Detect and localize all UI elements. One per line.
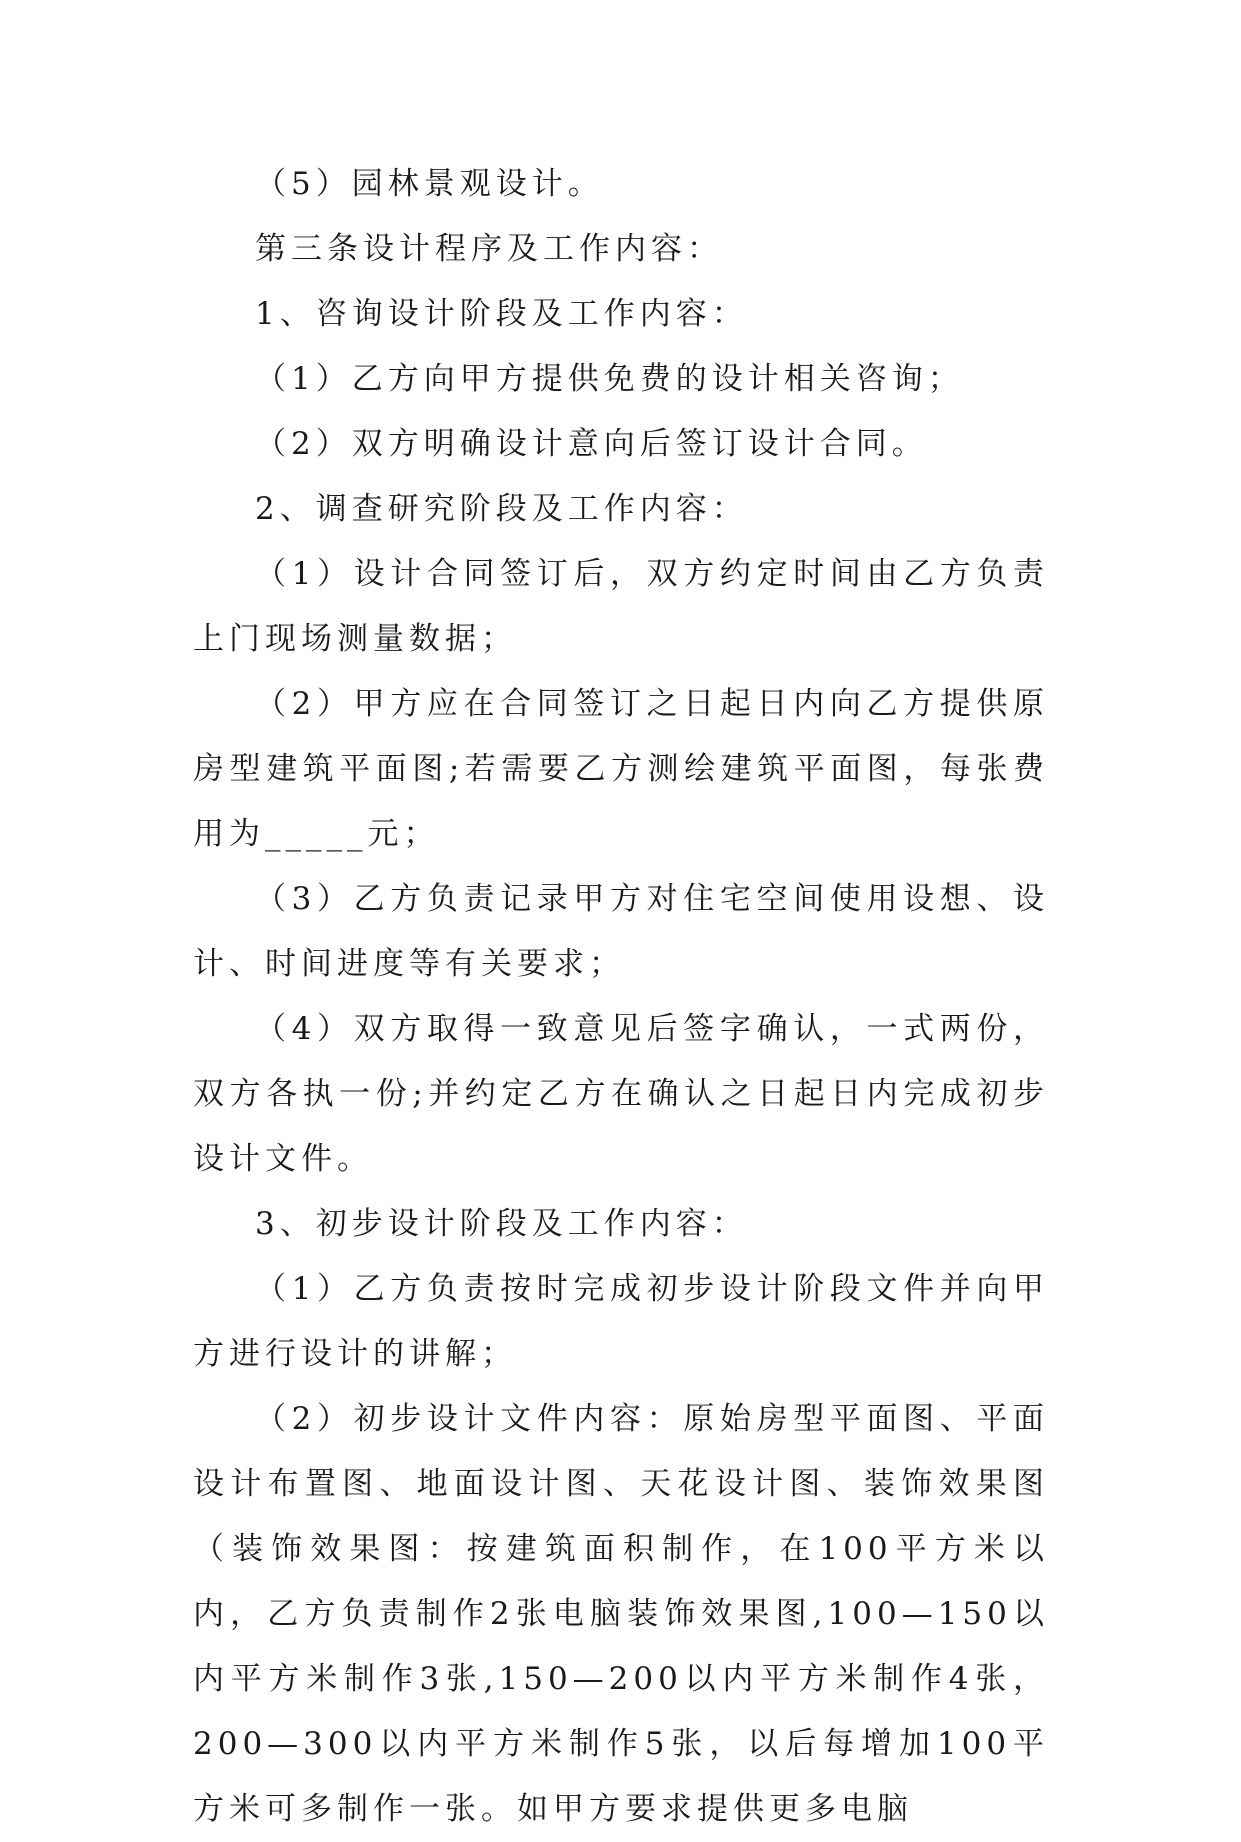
document-body xyxy=(193,152,1049,1842)
paragraph: （4）双方取得一致意见后签字确认，一式两份，双方各执一份;并约定乙方在确认之日起日内完成初步设计文件。 xyxy=(193,1011,1049,1177)
paragraph: （3）乙方负责记录甲方对住宅空间使用设想、设计、时间进度等有关要求； xyxy=(193,881,1049,982)
paragraph: （2）甲方应在合同签订之日起日内向乙方提供原房型建筑平面图;若需要乙方测绘建筑平面图，每张费用为_____元； xyxy=(193,686,1049,852)
paragraph: （5）园林景观设计。 xyxy=(255,166,604,202)
paragraph: （1）设计合同签订后，双方约定时间由乙方负责上门现场测量数据； xyxy=(193,556,1049,657)
article-heading: 第三条设计程序及工作内容： xyxy=(255,231,723,267)
section-heading: 3、初步设计阶段及工作内容： xyxy=(255,1206,748,1242)
paragraph: （1）乙方向甲方提供免费的设计相关咨询； xyxy=(255,361,964,397)
section-heading: 1、咨询设计阶段及工作内容： xyxy=(255,296,748,332)
paragraph: （1）乙方负责按时完成初步设计阶段文件并向甲方进行设计的讲解； xyxy=(193,1271,1049,1372)
paragraph: （2）双方明确设计意向后签订设计合同。 xyxy=(255,426,928,462)
section-heading: 2、调查研究阶段及工作内容： xyxy=(255,491,748,527)
paragraph: （2）初步设计文件内容：原始房型平面图、平面设计布置图、地面设计图、天花设计图、装饰效果图（装饰效果图：按建筑面积制作，在100平方米以内，乙方负责制作2张电脑装饰效果图,100—150以内平方米制作3张,150—200以内平方米制作4张，200—300以内平方米制作5张，以后每增加100平方米可多制作一张。如甲方要求提供更多电脑 xyxy=(193,1401,1049,1827)
